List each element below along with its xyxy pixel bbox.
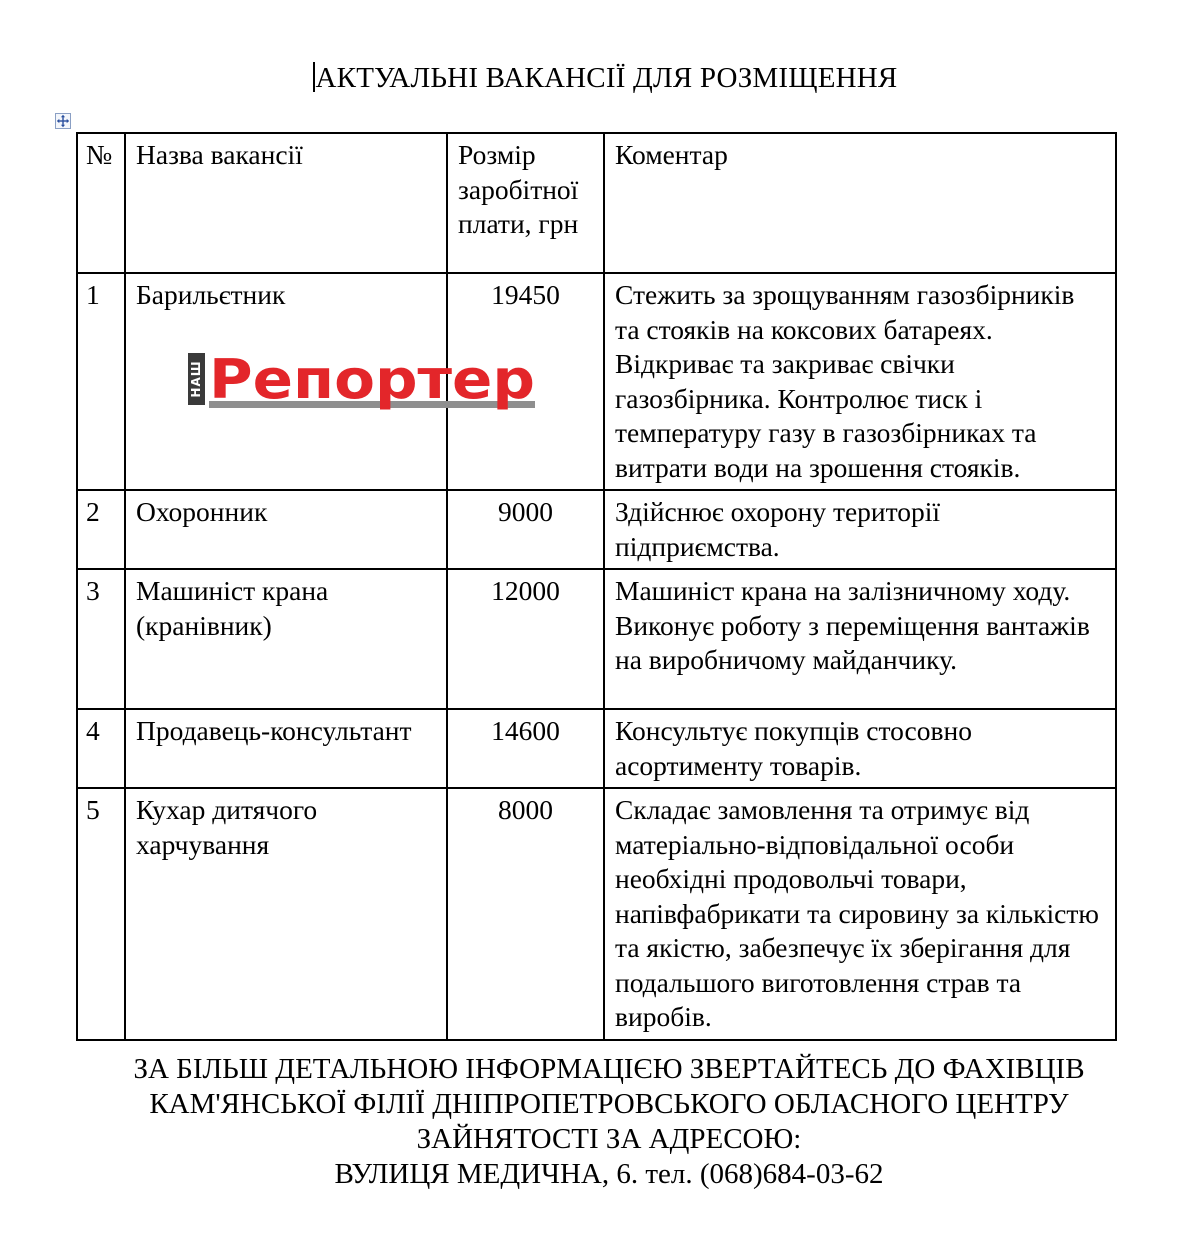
table-row xyxy=(77,490,1116,569)
row-number: 3 xyxy=(77,569,125,709)
vacancy-name: Барильєтник xyxy=(125,273,447,490)
vacancy-salary: 9000 xyxy=(447,490,604,569)
header-comment: Коментар xyxy=(604,133,1116,273)
vacancies-table xyxy=(76,132,1117,1041)
footer-line-4: ВУЛИЦЯ МЕДИЧНА, 6. тел. (068)684-03-62 xyxy=(334,1158,884,1190)
header-vacancy-name: Назва вакансії xyxy=(125,133,447,273)
vacancy-name: Охоронник xyxy=(125,490,447,569)
row-number: 1 xyxy=(77,273,125,490)
table-row xyxy=(77,709,1116,788)
footer-line-3: ЗАЙНЯТОСТІ ЗА АДРЕСОЮ: xyxy=(416,1123,802,1155)
table-row xyxy=(77,788,1116,1040)
contact-footer xyxy=(0,1052,1200,1192)
text-cursor xyxy=(313,62,315,92)
row-number: 2 xyxy=(77,490,125,569)
nash-reporter-logo xyxy=(187,347,539,411)
logo-prefix-text: НАШ xyxy=(189,360,203,398)
page-title-text: АКТУАЛЬНІ ВАКАНСІЇ ДЛЯ РОЗМІЩЕННЯ xyxy=(315,62,898,94)
row-number: 5 xyxy=(77,788,125,1040)
vacancy-name: Кухар дитячого харчування xyxy=(125,788,447,1040)
vacancy-salary: 8000 xyxy=(447,788,604,1040)
move-arrows-icon[interactable] xyxy=(55,113,71,129)
vacancy-salary: 12000 xyxy=(447,569,604,709)
footer-line-2: КАМ'ЯНСЬКОЇ ФІЛІЇ ДНІПРОПЕТРОВСЬКОГО ОБЛАСНОГО ЦЕНТРУ xyxy=(149,1088,1069,1120)
header-salary: Розмір заробітної плати, грн xyxy=(447,133,604,273)
table-header-row xyxy=(77,133,1116,273)
table-row xyxy=(77,569,1116,709)
vacancy-salary: 14600 xyxy=(447,709,604,788)
vacancy-comment: Машиніст крана на залізничному ходу. Виконує роботу з переміщення вантажів на виробничому майданчику. xyxy=(604,569,1116,709)
row-number: 4 xyxy=(77,709,125,788)
vacancy-comment: Консультує покупців стосовно асортименту товарів. xyxy=(604,709,1116,788)
logo-name-text: Репортер xyxy=(209,348,535,411)
vacancy-salary: 19450 xyxy=(447,273,604,490)
vacancy-comment: Здійснює охорону території підприємства. xyxy=(604,490,1116,569)
vacancy-name: Машиніст крана (кранівник) xyxy=(125,569,447,709)
vacancy-name: Продавець-консультант xyxy=(125,709,447,788)
page-title xyxy=(0,62,1200,95)
header-number: № xyxy=(77,133,125,273)
vacancy-comment: Стежить за зрощуванням газозбірників та стояків на коксових батареях. Відкриває та закриває свічки газозбірника. Контролює тиск і температуру газу в газозбірниках та витрати води на зрошення стояків. xyxy=(604,273,1116,490)
footer-line-1: ЗА БІЛЬШ ДЕТАЛЬНОЮ ІНФОРМАЦІЄЮ ЗВЕРТАЙТЕСЬ ДО ФАХІВЦІВ xyxy=(133,1053,1085,1085)
vacancy-comment: Складає замовлення та отримує від матеріально-відповідальної особи необхідні продовольчі товари, напівфабрикати та сировину за кількістю та якістю, забезпечує їх зберігання для подальшого виготовлення страв та виробів. xyxy=(604,788,1116,1040)
